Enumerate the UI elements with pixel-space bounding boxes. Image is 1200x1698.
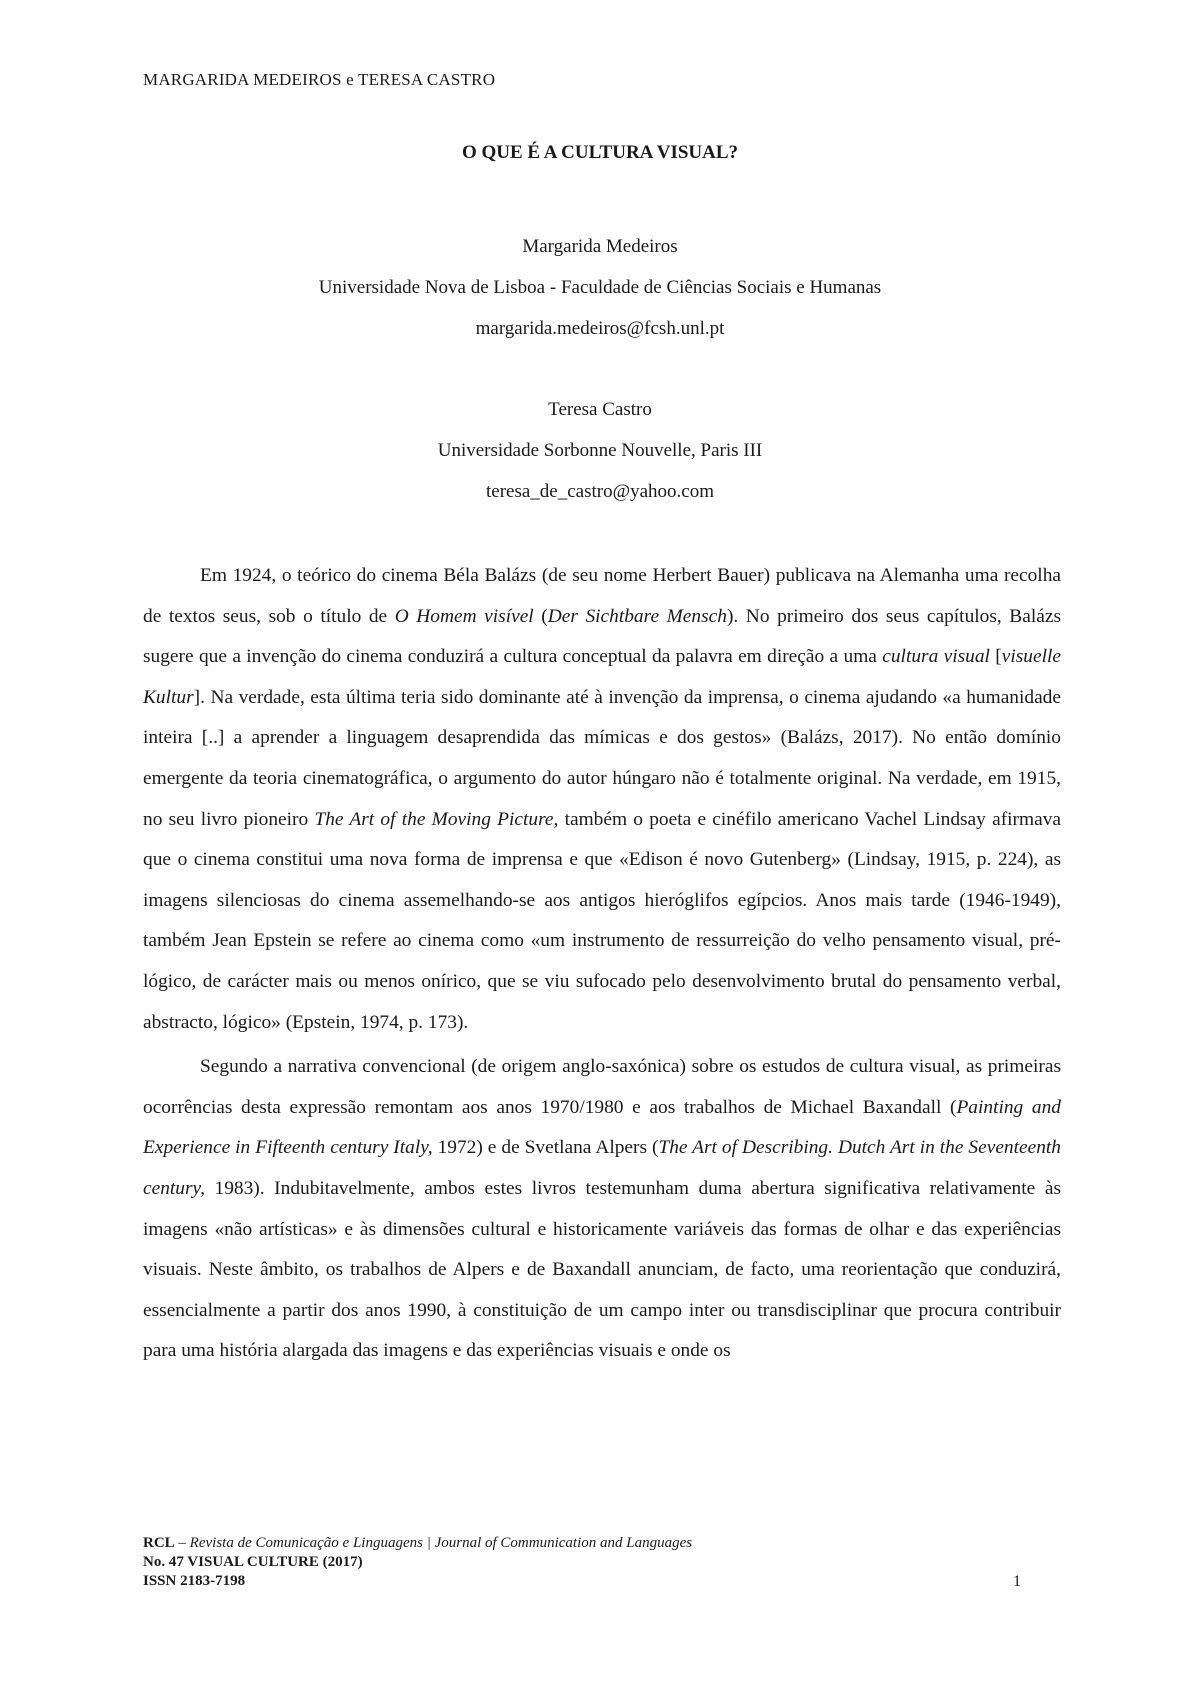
text-run: 1972) e de Svetlana Alpers (: [432, 1137, 659, 1159]
footer-dash: –: [174, 1535, 190, 1551]
author-list: [0, 226, 1200, 512]
article-body: [143, 556, 1061, 1372]
journal-name: Revista de Comunicação e Linguagens | Journal of Communication and Languages: [189, 1535, 693, 1551]
author-email: margarida.medeiros@fcsh.unl.pt: [475, 318, 725, 339]
italic-title: Painting and Experience in Fifteenth century Italy,: [143, 1096, 1061, 1159]
text-run: ). No primeiro dos seus capítulos, Balázs sugere que a invenção do cinema conduzirá a cultura conceptual da palavra em direção a uma: [143, 605, 1061, 668]
journal-issn: ISSN 2183-7198: [143, 1573, 246, 1589]
article-title: O QUE É A CULTURA VISUAL?: [461, 142, 739, 163]
text-run: ]. Na verdade, esta última teria sido dominante até à invenção da imprensa, o cinema ajudando «a humanidade inteira [..] a aprender a linguagem desaprendida das mímicas e dos gestos» (Balázs, 2017). No então domínio emergente da teoria cinematográfica, o argumento do autor húngaro não é totalmente original. Na verdade, em 1915, no seu livro pioneiro: [143, 686, 1061, 830]
journal-abbreviation: RCL: [143, 1535, 175, 1551]
text-run: [: [989, 646, 1002, 668]
page-footer: [143, 1534, 692, 1591]
author-email: teresa_de_castro@yahoo.com: [486, 481, 714, 502]
text-run: também o poeta e cinéfilo americano Vachel Lindsay afirmava que o cinema constitui uma nova forma de imprensa e que «Edison é novo Gutenberg» (Lindsay, 1915, p. 224), as imagens silenciosas do cinema assemelhando-se aos antigos hieróglifos egípcios. Anos mais tarde (1946-1949), também Jean Epstein se refere ao cinema como «um instrumento de ressurreição do velho pensamento visual, pré-lógico, de carácter mais ou menos onírico, que se viu sufocado pelo desenvolvimento brutal do pensamento verbal, abstracto, lógico» (Epstein, 1974, p. 173).: [143, 808, 1061, 1033]
italic-title: Der Sichtbare Mensch: [547, 605, 727, 627]
text-run: Em 1924, o teórico do cinema Béla Balázs (de seu nome Herbert Bauer) publicava na Alemanha uma recolha de textos seus, sob o título de: [143, 565, 1061, 627]
journal-issue: No. 47 VISUAL CULTURE (2017): [143, 1554, 363, 1570]
italic-term: visuelle Kultur: [143, 646, 1061, 708]
italic-title: The Art of Describing. Dutch Art in the Seventeenth century,: [143, 1137, 1061, 1199]
text-run: 1983). Indubitavelmente, ambos estes livros testemunham duma abertura significativa relativamente às imagens «não artísticas» e às dimensões cultural e historicamente variáveis das formas de olhar e das experiências visuais. Neste âmbito, os trabalhos de Alpers e de Baxandall anunciam, de facto, uma reorientação que conduzirá, essencialmente a partir dos anos 1990, à constituição de um campo inter ou transdisciplinar que procura contribuir para uma história alargada das imagens e das experiências visuais e onde os: [143, 1177, 1061, 1362]
text-run: Segundo a narrativa convencional (de origem anglo-saxónica) sobre os estudos de cultura visual, as primeiras ocorrências desta expressão remontam aos anos 1970/1980 e aos trabalhos de Michael Baxandall (: [143, 1056, 1061, 1118]
footer-journal-line: [143, 1534, 692, 1553]
body-paragraph: [143, 1047, 1061, 1372]
text-run: (: [533, 605, 548, 627]
author-name: Teresa Castro: [548, 399, 652, 420]
italic-title: The Art of the Moving Picture,: [314, 808, 559, 830]
author-block: [0, 226, 1200, 349]
body-paragraph: [143, 556, 1061, 1043]
author-block: [0, 389, 1200, 512]
author-affiliation: Universidade Nova de Lisboa - Faculdade de Ciências Sociais e Humanas: [318, 277, 882, 298]
author-name: Margarida Medeiros: [522, 236, 678, 257]
italic-term: cultura visual: [882, 646, 990, 668]
page-number: 1: [1013, 1573, 1021, 1590]
running-header: MARGARIDA MEDEIROS e TERESA CASTRO: [143, 70, 496, 89]
author-affiliation: Universidade Sorbonne Nouvelle, Paris III: [437, 440, 763, 461]
italic-title: O Homem visível: [394, 605, 534, 627]
